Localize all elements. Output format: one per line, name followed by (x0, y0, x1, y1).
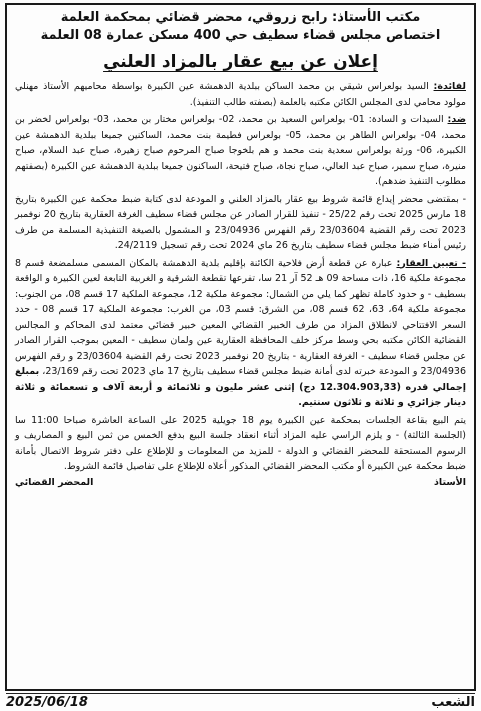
office-header-line1: مكتب الأستاذ: رابح زروقي، محضر قضائي بمحكمة العلمة (60, 10, 421, 25)
announcement-frame (5, 3, 476, 691)
property-paragraph (15, 256, 466, 411)
signature-row (15, 477, 466, 488)
signature-bailiff: المحضر القضائي (15, 476, 94, 488)
property-label: - تعيين العقار: (396, 257, 466, 269)
announcement-title: إعلان عن بيع عقار بالمزاد العلني (103, 52, 378, 72)
sale-details-paragraph: يتم البيع بقاعة الجلسات بمحكمة عين الكبيرة يوم 18 جويلية 2025 على الساعة العاشرة صباحا 11:00 سا (الجلسة الثالثة) - و يلزم الراسي عليه المزاد أثناء انعقاد جلسة البيع بدفع الخمس من ثمن البيع و المصاريف و الرسوم المستحقة للمحضر القضائي و الدولة - للمزيد من المعلومات و للإطلاع على دفتر شروط الاتصال بأمانة ضبط محكمة عين الكبيرة أو مكتب المحضر القضائي المذكور أعلاه للإطلاع على تفاصيل قائمة الشروط. (15, 414, 466, 472)
signature-title: الأستاذ (434, 476, 466, 488)
opening-price: بمبلغ إجمالي قدره (12.304.903,33 دج) إثنى عشر مليون و ثلاثمائة و أربعة آلاف و تسعمائة و ثلاثة دينار جزائري و ثلاثة و ثلاثون سنتيم. (15, 366, 466, 408)
defendants-paragraph (15, 112, 466, 190)
publication-date: 2025/06/18 (6, 694, 88, 710)
beneficiary-text: السيد بولعراس شيقي بن محمد الساكن ببلدية الدهمشة عين الكبيرة بواسطة محاميهم الأستاذ مهنلي مولود محامي لدى المجلس الكائن مكتبه بالعلمة (بصفته طالب التنفيذ). (15, 81, 466, 108)
footer-bar (6, 693, 475, 710)
property-text: عبارة عن قطعة أرض فلاحية الكائنة بإقليم بلدية الدهمشة بالمكان المسمى مسلمضعة قسم 8 مجموعة ملكية 16، ذات مساحة 09 هـ 52 آر 21 سا، تفرعها تقطعة الشرقية و الغربية التابعة لعين الكبيرة و الواقعة بسطيف - و حدود كاملة تظهر كما يلي من الشمال: مجموعة ملكية 12، مجموعة الملكية 17 قسم 08، من الجنوب: مجموعة ملكية 64، 63، 62 قسم 08، من الشرق: قسم 03، من الغرب: مجموعة الملكية 17 قسم 08 - حدد السعر الافتتاحي لانطلاق المزاد من طرف الخبير القضائي المعين خبير قضائي معتمد لدى المحاكم و المجالس القضائية الكائن مكتبه بحي وسط مركز خلف المحافظة العقارية عين ولمان سطيف - المعين بموجب القرار الصادر عن مجلس قضاء سطيف - الغرفة العقارية - بتاريخ 20 نوفمبر 2023 تحت رقم القضية 23/03604 و رقم الفهرس 23/04936 و المودعة خبرته لدى أمانة ضبط مجلس قضاء سطيف بتاريخ 17 ماي 2023 تحت رقم 23/169، (15, 257, 467, 377)
defendants-text: السيدات و السادة: 01- بولعراس السعيد بن محمد، 02- بولعراس مختار بن محمد، 03- بولعراس لخضر بن محمد، 04- بولعراس الطاهر بن محمد، 05- بولعراس فطيمة بنت محمد، الساكنين جميعا ببلدية الدهمشة عين الكبيرة، 06- ورثة بولعراس سعدية بنت محمد و هم بلخوجا صباح المرحوم صباح زهيرة، صباح عبد السلام، صباح منيرة، صباح سمير، صباح عبد العالي، صباح نجاة، صباح فتيحة، الساكنون جميعا ببلدية الدهمشة عين الكبيرة (بصفتهم مطلوب التنفيذ ضدهم). (15, 114, 467, 187)
office-header-line2: اختصاص مجلس قضاء سطيف حي 400 مسكن عمارة 08 العلمة (40, 28, 441, 43)
defendants-label: ضد: (447, 114, 467, 125)
beneficiary-label: لفائدة: (433, 81, 466, 92)
newspaper-name: الشعب (431, 694, 475, 710)
deposit-paragraph: - بمقتضى محضر إيداع قائمة شروط بيع عقار بالمزاد العلني و المودعة لدى كتابة ضبط محكمة عين الكبيرة بتاريخ 18 مارس 2025 تحت رقم 25/22 - تنفيذ للقرار الصادر عن مجلس قضاء سطيف الغرفة العقارية بتاريخ 20 نوفمبر 2023 تحت رقم القضية 23/03604 رقم الفهرس 23/04936 و المشمول بالصيغة التنفيذية المسلمة من طرف رئيس أمناء ضبط مجلس قضاء سطيف بتاريخ 26 ماي 2024 تحت رقم تسجيل 24/2119. (15, 193, 466, 251)
beneficiary-paragraph (15, 79, 466, 110)
